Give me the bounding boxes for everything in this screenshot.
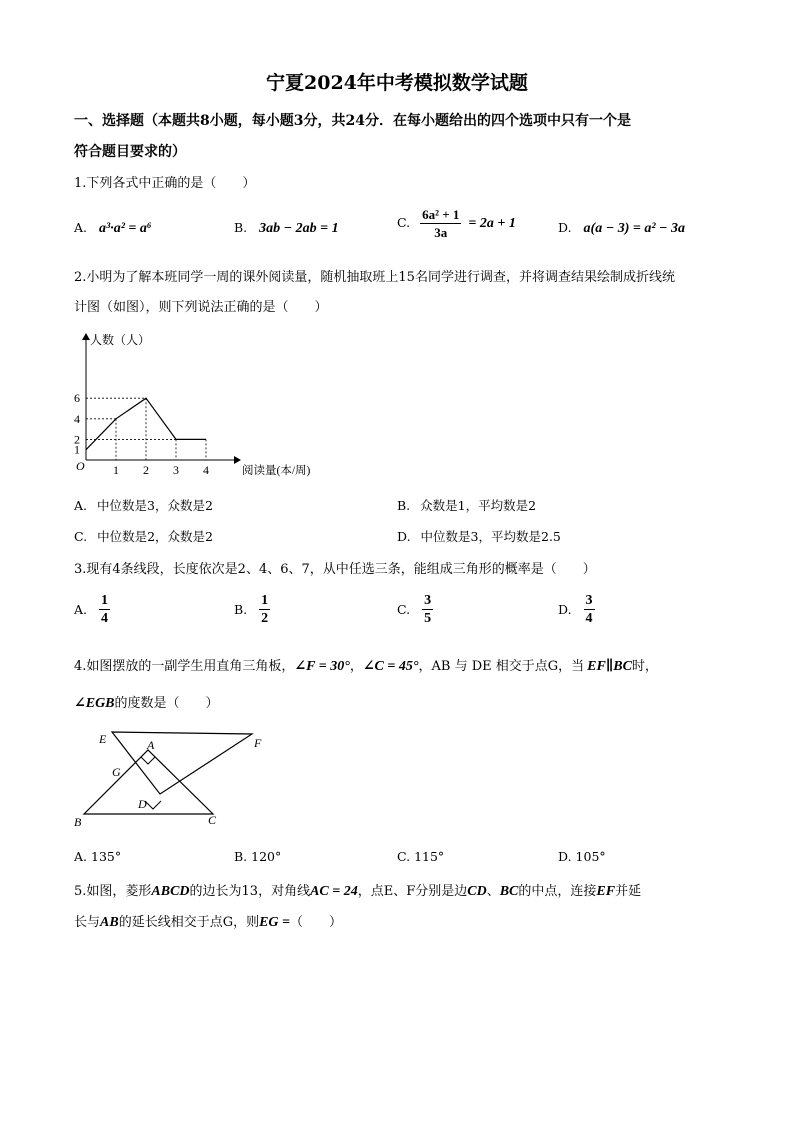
q5-ac: AC = 24 bbox=[310, 884, 358, 899]
x-tick-label: 1 bbox=[113, 463, 119, 477]
q5-ef: EF bbox=[596, 884, 616, 899]
q1-c-rhs: = 2a + 1 bbox=[468, 216, 516, 231]
x-tick-label: 3 bbox=[173, 463, 179, 477]
q5-bc: BC bbox=[499, 884, 519, 899]
q4-option-c[interactable] bbox=[397, 849, 444, 864]
x-axis-label: 阅读量(本/周) bbox=[242, 465, 311, 477]
q4-option-b[interactable] bbox=[234, 849, 281, 864]
section-header: 一、选择题（本题共8小题，每小题3分，共24分．在每小题给出的四个选项中只有一个是 bbox=[74, 113, 631, 129]
option-label: D. bbox=[558, 220, 572, 235]
q5-text: 长与 bbox=[74, 915, 101, 930]
q3-a-fraction bbox=[99, 592, 110, 627]
point-g: G bbox=[112, 765, 121, 779]
q4-text: 4.如图摆放的一副学生用直角三角板， bbox=[74, 659, 295, 674]
q5-ab: AB bbox=[100, 915, 119, 930]
q3-option-b[interactable] bbox=[234, 592, 270, 627]
option-text: 135° bbox=[91, 849, 122, 864]
q5-stem-line2 bbox=[74, 911, 342, 931]
q5-cd: CD bbox=[467, 884, 487, 899]
option-label: A. bbox=[74, 849, 88, 864]
point-c: C bbox=[208, 813, 217, 827]
q4-text: 时， bbox=[631, 659, 658, 674]
q5-eg: EG = bbox=[259, 915, 291, 930]
q4-angle-egb: ∠EGB bbox=[74, 696, 115, 711]
q5-stem-line1 bbox=[74, 880, 641, 900]
triangle-figure bbox=[74, 722, 274, 830]
y-tick-label: 4 bbox=[74, 411, 80, 426]
option-label: B. bbox=[234, 220, 248, 235]
q1-option-a[interactable] bbox=[74, 220, 152, 237]
q1-b-expression: 3ab − 2ab = 1 bbox=[259, 221, 339, 236]
q5-text: 5.如图，菱形 bbox=[74, 884, 152, 899]
fraction-denominator: 4 bbox=[101, 611, 108, 626]
fraction-denominator: 2 bbox=[261, 611, 269, 626]
option-text: 中位数是2，众数是2 bbox=[97, 529, 213, 544]
point-b: B bbox=[74, 815, 82, 829]
option-label: D. bbox=[397, 529, 411, 544]
option-label: A. bbox=[74, 498, 88, 513]
q3-stem: 3.现有4条线段，长度依次是2、4、6、7，从中任选三条，能组成三角形的概率是（ ） bbox=[74, 562, 596, 577]
x-tick-label: 2 bbox=[143, 463, 149, 477]
right-angle-mark-a bbox=[141, 757, 155, 764]
option-text: 众数是1，平均数是2 bbox=[420, 498, 537, 513]
q2-stem-line1: 2.小明为了解本班同学一周的课外阅读量，随机抽取班上15名同学进行调查，并将调查结果绘制成折线统 bbox=[74, 270, 675, 285]
q4-text: AB 与 DE 相交于点G，当 bbox=[431, 659, 585, 674]
q2-option-d[interactable] bbox=[397, 527, 561, 545]
q1-option-d[interactable] bbox=[558, 220, 685, 237]
q3-option-d[interactable] bbox=[558, 592, 595, 627]
right-angle-mark-d bbox=[145, 801, 161, 809]
q3-option-c[interactable] bbox=[397, 592, 433, 627]
fraction-numerator: 3 bbox=[585, 593, 593, 608]
q5-text: 、 bbox=[486, 884, 500, 899]
q5-text: 并延 bbox=[615, 884, 642, 899]
point-e: E bbox=[99, 732, 107, 746]
fraction-numerator: 6a² + 1 bbox=[422, 207, 460, 222]
fraction-numerator: 1 bbox=[261, 593, 269, 608]
y-tick-label: 1 bbox=[74, 442, 80, 457]
option-text: 中位数是3，众数是2 bbox=[97, 498, 213, 513]
option-label: C. bbox=[397, 602, 411, 617]
y-tick-label: 6 bbox=[74, 391, 80, 406]
q2-option-a[interactable] bbox=[74, 496, 213, 514]
q4-parallel: EF∥BC bbox=[587, 659, 632, 674]
q1-stem: 1.下列各式中正确的是（ ） bbox=[74, 176, 256, 191]
q4-text: 的度数是（ ） bbox=[114, 696, 219, 711]
reading-line-chart bbox=[74, 328, 314, 478]
q3-c-fraction bbox=[422, 592, 433, 627]
fraction-numerator: 3 bbox=[424, 593, 432, 608]
option-label: A. bbox=[74, 220, 88, 235]
point-d: D bbox=[138, 797, 147, 811]
q5-text: 的延长线相交于点G，则 bbox=[118, 915, 260, 930]
option-label: C. bbox=[397, 849, 411, 864]
fraction-denominator: 4 bbox=[585, 611, 593, 626]
option-label: B. bbox=[397, 498, 411, 513]
q5-text: 的中点，连接 bbox=[518, 884, 597, 899]
fraction-denominator: 3a bbox=[434, 225, 448, 240]
point-f: F bbox=[254, 736, 262, 750]
option-text: 中位数是3，平均数是2.5 bbox=[420, 529, 561, 544]
q3-b-fraction bbox=[259, 592, 270, 627]
q1-a-expression: a³·a² = a⁶ bbox=[99, 221, 152, 236]
q1-d-expression: a(a − 3) = a² − 3a bbox=[583, 221, 686, 236]
option-label: C. bbox=[74, 529, 88, 544]
option-label: D. bbox=[558, 849, 572, 864]
q4-option-d[interactable] bbox=[558, 849, 606, 864]
point-a: A bbox=[147, 738, 155, 752]
q4-stem-line1: 4.如图摆放的一副学生用直角三角板，∠F = 30°，∠C = 45°，AB 与 DE 相交于点G，当 EF∥BC时， bbox=[74, 659, 658, 674]
x-tick-label: 4 bbox=[203, 463, 209, 477]
y-axis-label: 人数（人） bbox=[90, 333, 151, 347]
q2-option-b[interactable] bbox=[397, 496, 536, 514]
q1-option-b[interactable] bbox=[234, 220, 339, 237]
q5-text: 的边长为13，对角线 bbox=[189, 884, 311, 899]
option-label: B. bbox=[234, 602, 248, 617]
q4-option-a[interactable] bbox=[74, 849, 121, 864]
q1-option-c[interactable] bbox=[397, 206, 516, 241]
triangle-def bbox=[112, 732, 252, 794]
option-label: A. bbox=[74, 602, 88, 617]
fraction-numerator: 1 bbox=[101, 593, 108, 608]
q3-option-a[interactable] bbox=[74, 592, 110, 627]
option-label: D. bbox=[558, 602, 572, 617]
q2-option-c[interactable] bbox=[74, 527, 213, 545]
q4-stem-line2 bbox=[74, 692, 219, 712]
q3-d-fraction bbox=[584, 592, 595, 627]
option-label: C. bbox=[397, 215, 411, 230]
q4-angle-c: ∠C = 45° bbox=[362, 659, 419, 674]
fraction-denominator: 5 bbox=[424, 611, 432, 626]
page-title: 宁夏2024年中考模拟数学试题 bbox=[266, 72, 528, 94]
section-header-cont: 符合题目要求的） bbox=[74, 144, 186, 160]
q4-angle-f: ∠F = 30° bbox=[294, 659, 350, 674]
origin-label: O bbox=[76, 459, 85, 473]
q5-abcd: ABCD bbox=[151, 884, 190, 899]
option-text: 115° bbox=[414, 849, 445, 864]
q5-text: （ ） bbox=[290, 915, 343, 930]
option-text: 105° bbox=[575, 849, 606, 864]
option-label: B. bbox=[234, 849, 248, 864]
q5-text: ，点E、F分别是边 bbox=[357, 884, 468, 899]
q1-c-fraction bbox=[420, 206, 461, 241]
y-tick-label: 2 bbox=[74, 432, 80, 447]
q2-stem-line2: 计图（如图），则下列说法正确的是（ ） bbox=[74, 300, 328, 315]
option-text: 120° bbox=[251, 849, 282, 864]
